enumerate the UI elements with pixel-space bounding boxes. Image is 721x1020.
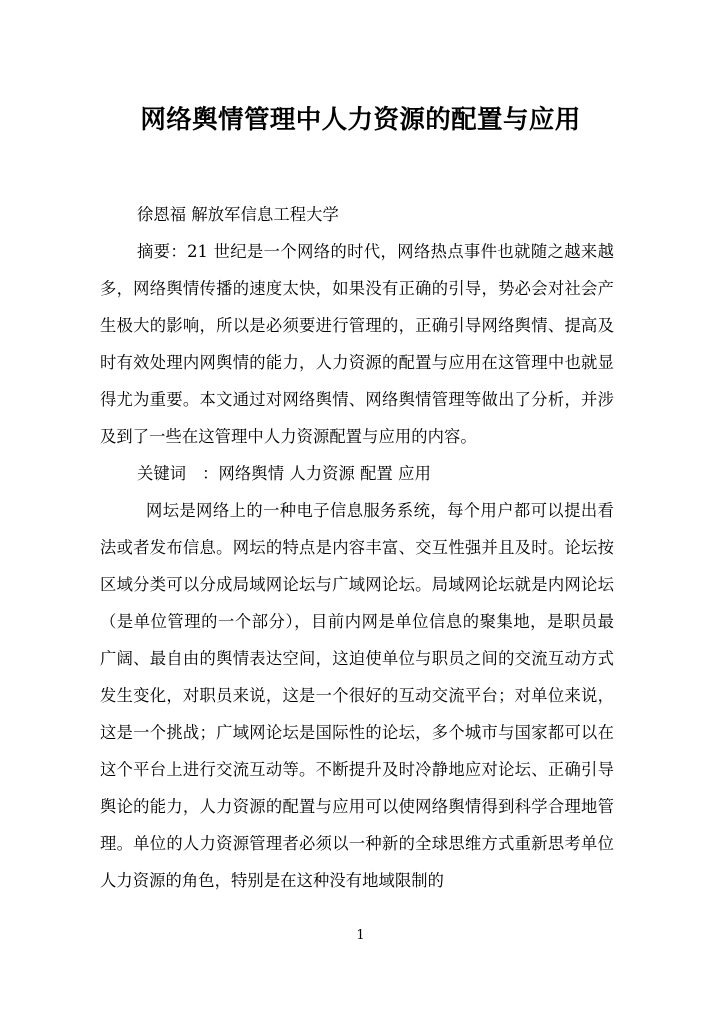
keywords-line: [100, 455, 614, 492]
body-paragraph: 网坛是网络上的一种电子信息服务系统，每个用户都可以提出看法或者发布信息。网坛的特点是内容丰富、交互性强并且及时。论坛按区域分类可以分成局域网论坛与广域网论坛。局域网论坛就是内网论坛（是单位管理的一个部分），目前内网是单位信息的聚集地，是职员最广阔、最自由的舆情表达空间，这迫使单位与职员之间的交流互动方式发生变化，对职员来说，这是一个很好的互动交流平台；对单位来说，这是一个挑战；广域网论坛是国际性的论坛，多个城市与国家都可以在这个平台上进行交流互动等。不断提升及时冷静地应对论坛、正确引导舆论的能力，人力资源的配置与应用可以使网络舆情得到科学合理地管理。单位的人力资源管理者必须以一种新的全球思维方式重新思考单位人力资源的角色，特别是在这种没有地域限制的: [100, 501, 614, 890]
page-number: 1: [356, 928, 365, 943]
author-affiliation-line: 徐恩福 解放军信息工程大学: [137, 205, 339, 224]
keywords-value: 网络舆情 人力资源 配置 应用: [218, 464, 431, 483]
abstract-paragraph: 摘要：21 世纪是一个网络的时代，网络热点事件也就随之越来越多，网络舆情传播的速度太快，如果没有正确的引导，势必会对社会产生极大的影响，所以是必须要进行管理的，正确引导网络舆情、提高及时有效处理内网舆情的能力，人力资源的配置与应用在这管理中也就显得尤为重要。本文通过对网络舆情、网络舆情管理等做出了分析，并涉及到了一些在这管理中人力资源配置与应用的内容。: [100, 242, 614, 446]
document-body: [100, 196, 614, 899]
keywords-separator: ：: [202, 464, 219, 483]
page-title: 网络舆情管理中人力资源的配置与应用: [140, 105, 581, 136]
keywords-label: 关键词: [137, 464, 187, 483]
